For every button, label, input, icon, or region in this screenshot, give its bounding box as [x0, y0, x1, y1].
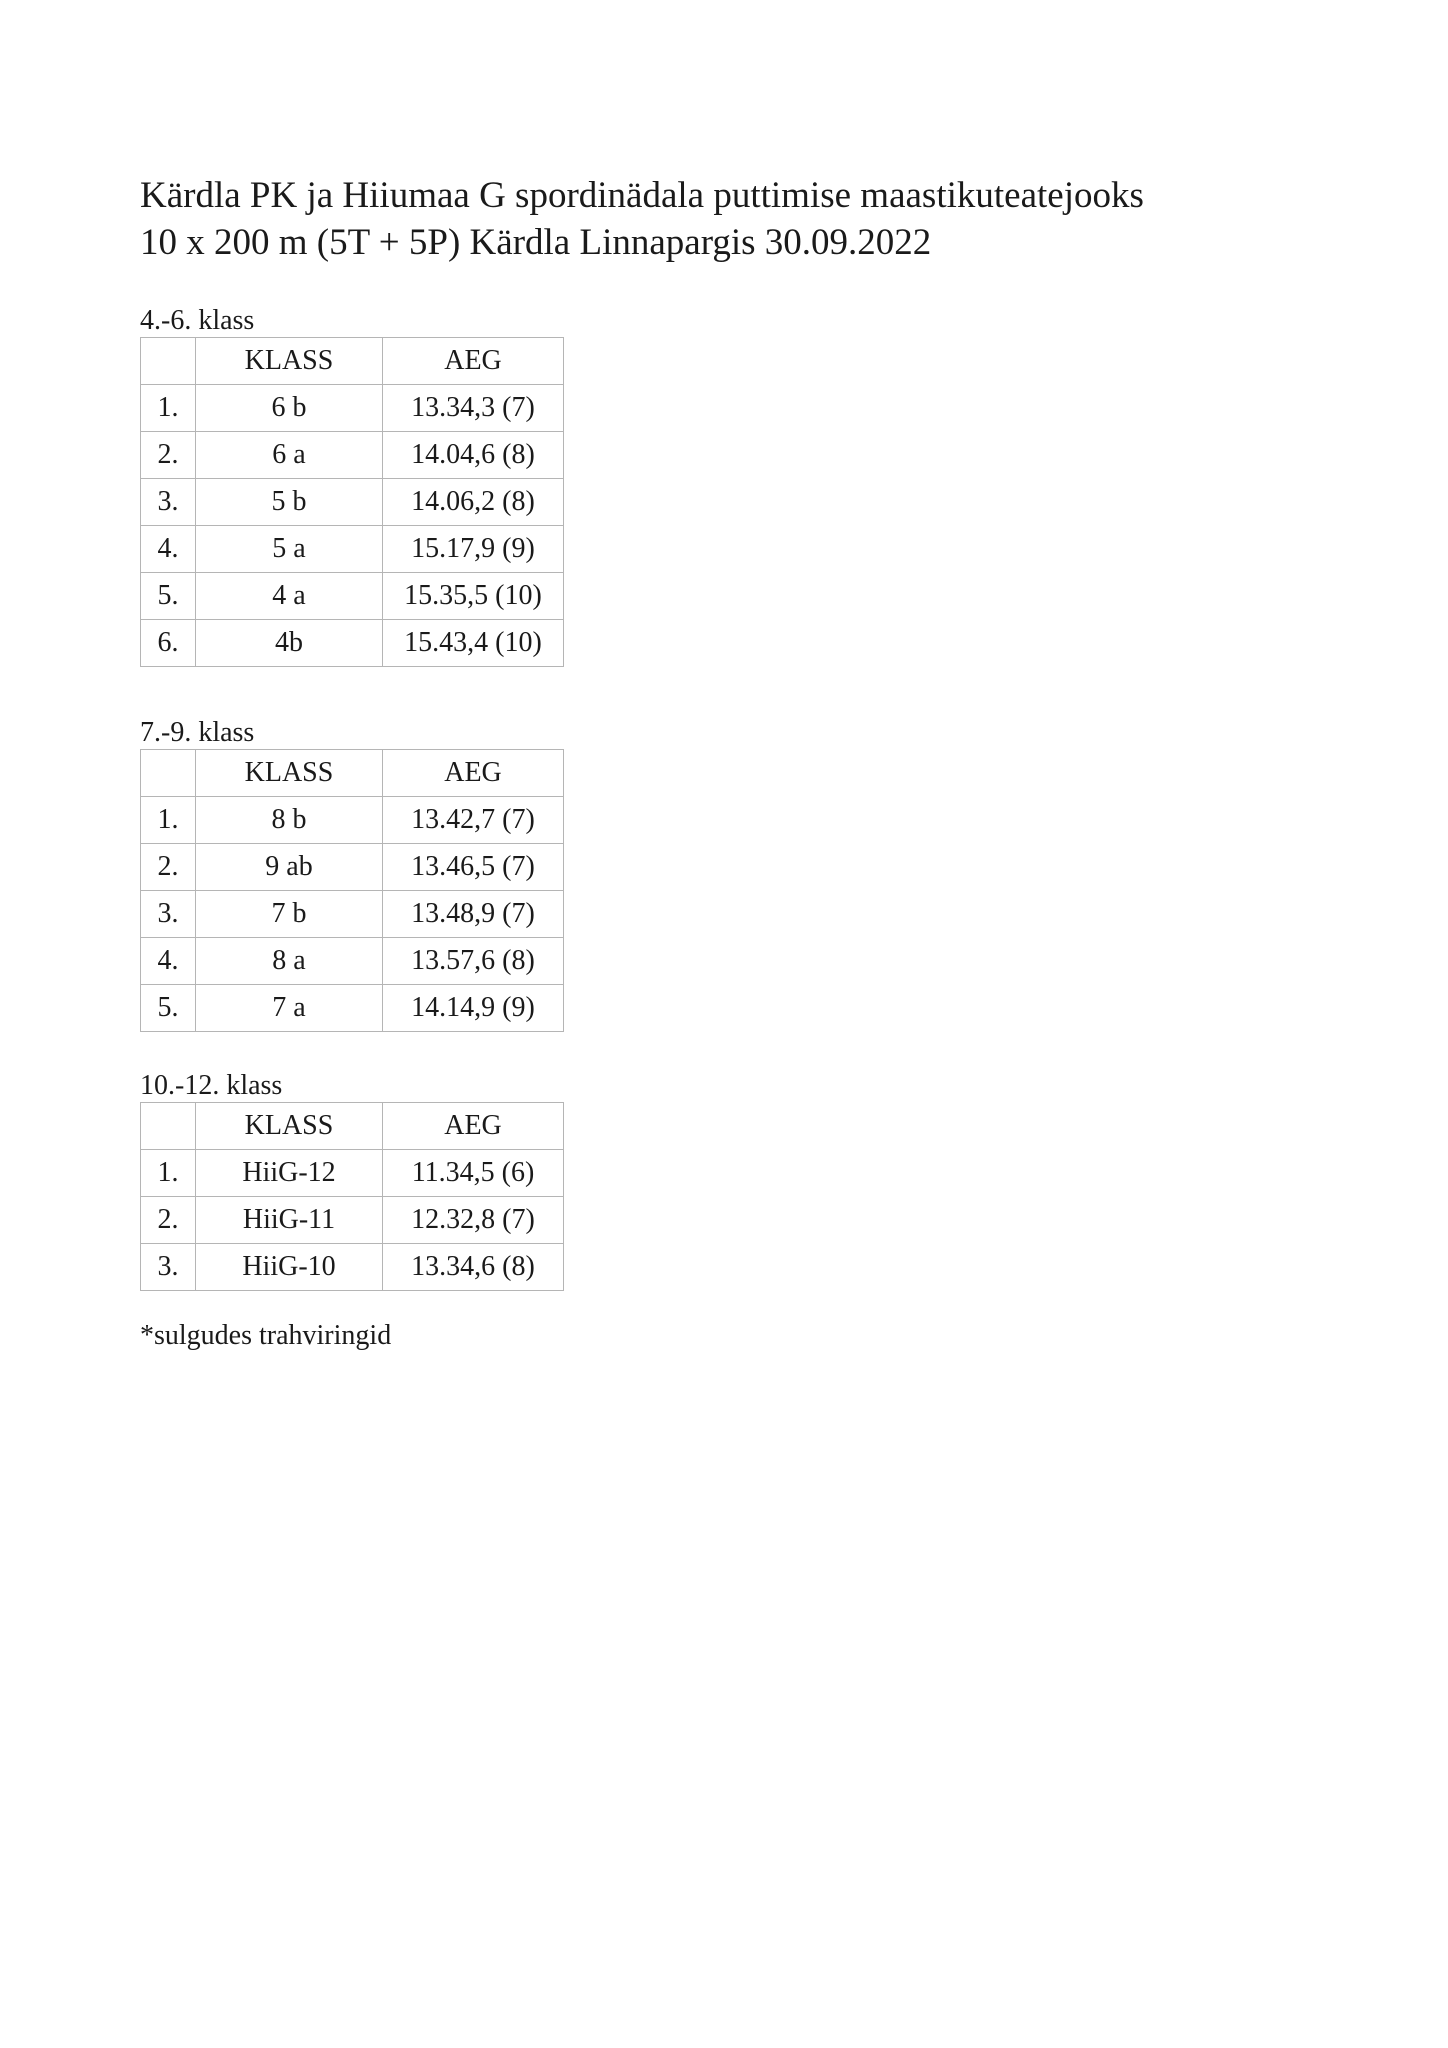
results-table [140, 337, 564, 667]
header-place-cell [141, 1103, 196, 1150]
place-cell: 2. [141, 1197, 196, 1244]
class-cell: HiiG-10 [196, 1244, 383, 1291]
table-row [141, 1197, 564, 1244]
header-time-cell: AEG [383, 1103, 564, 1150]
class-cell: 7 a [196, 985, 383, 1032]
time-cell: 13.46,5 (7) [383, 844, 564, 891]
class-cell: HiiG-11 [196, 1197, 383, 1244]
results-table [140, 1102, 564, 1291]
place-cell: 2. [141, 432, 196, 479]
table-row [141, 479, 564, 526]
class-cell: 5 b [196, 479, 383, 526]
table-row [141, 432, 564, 479]
time-cell: 13.48,9 (7) [383, 891, 564, 938]
table-row [141, 844, 564, 891]
header-class-cell: KLASS [196, 338, 383, 385]
table-row [141, 891, 564, 938]
time-cell: 14.14,9 (9) [383, 985, 564, 1032]
table-row [141, 573, 564, 620]
place-cell: 3. [141, 891, 196, 938]
class-cell: 7 b [196, 891, 383, 938]
place-cell: 6. [141, 620, 196, 667]
place-cell: 5. [141, 573, 196, 620]
place-cell: 2. [141, 844, 196, 891]
time-cell: 14.04,6 (8) [383, 432, 564, 479]
class-cell: 6 b [196, 385, 383, 432]
section-label: 10.-12. klass [140, 1070, 283, 1101]
class-cell: 5 a [196, 526, 383, 573]
time-cell: 15.35,5 (10) [383, 573, 564, 620]
place-cell: 1. [141, 1150, 196, 1197]
place-cell: 1. [141, 385, 196, 432]
time-cell: 13.34,6 (8) [383, 1244, 564, 1291]
time-cell: 13.42,7 (7) [383, 797, 564, 844]
time-cell: 15.43,4 (10) [383, 620, 564, 667]
time-cell: 11.34,5 (6) [383, 1150, 564, 1197]
time-cell: 12.32,8 (7) [383, 1197, 564, 1244]
table-row [141, 385, 564, 432]
results-table [140, 749, 564, 1032]
class-cell: 4 a [196, 573, 383, 620]
table-row [141, 1244, 564, 1291]
header-class-cell: KLASS [196, 750, 383, 797]
place-cell: 4. [141, 938, 196, 985]
section-label: 4.-6. klass [140, 305, 255, 336]
header-class-cell: KLASS [196, 1103, 383, 1150]
class-cell: 6 a [196, 432, 383, 479]
class-cell: 4b [196, 620, 383, 667]
table-row [141, 1150, 564, 1197]
section-label: 7.-9. klass [140, 717, 255, 748]
results-section-7-9 [140, 717, 564, 1032]
table-header-row [141, 338, 564, 385]
time-cell: 14.06,2 (8) [383, 479, 564, 526]
table-row [141, 797, 564, 844]
class-cell: 8 b [196, 797, 383, 844]
table-header-row [141, 1103, 564, 1150]
results-section-10-12 [140, 1070, 564, 1291]
class-cell: 9 ab [196, 844, 383, 891]
header-place-cell [141, 750, 196, 797]
footnote: *sulgudes trahviringid [140, 1320, 392, 1351]
table-row [141, 938, 564, 985]
table-header-row [141, 750, 564, 797]
table-row [141, 526, 564, 573]
place-cell: 3. [141, 1244, 196, 1291]
place-cell: 3. [141, 479, 196, 526]
place-cell: 1. [141, 797, 196, 844]
results-section-4-6 [140, 305, 564, 667]
header-place-cell [141, 338, 196, 385]
time-cell: 15.17,9 (9) [383, 526, 564, 573]
header-time-cell: AEG [383, 338, 564, 385]
title-line-2: 10 x 200 m (5T + 5P) Kärdla Linnapargis 30.09.2022 [140, 222, 932, 263]
table-row [141, 985, 564, 1032]
class-cell: 8 a [196, 938, 383, 985]
header-time-cell: AEG [383, 750, 564, 797]
place-cell: 5. [141, 985, 196, 1032]
time-cell: 13.57,6 (8) [383, 938, 564, 985]
class-cell: HiiG-12 [196, 1150, 383, 1197]
place-cell: 4. [141, 526, 196, 573]
document-title [140, 172, 1144, 266]
title-line-1: Kärdla PK ja Hiiumaa G spordinädala puttimise maastikuteatejooks [140, 175, 1144, 216]
table-row [141, 620, 564, 667]
time-cell: 13.34,3 (7) [383, 385, 564, 432]
